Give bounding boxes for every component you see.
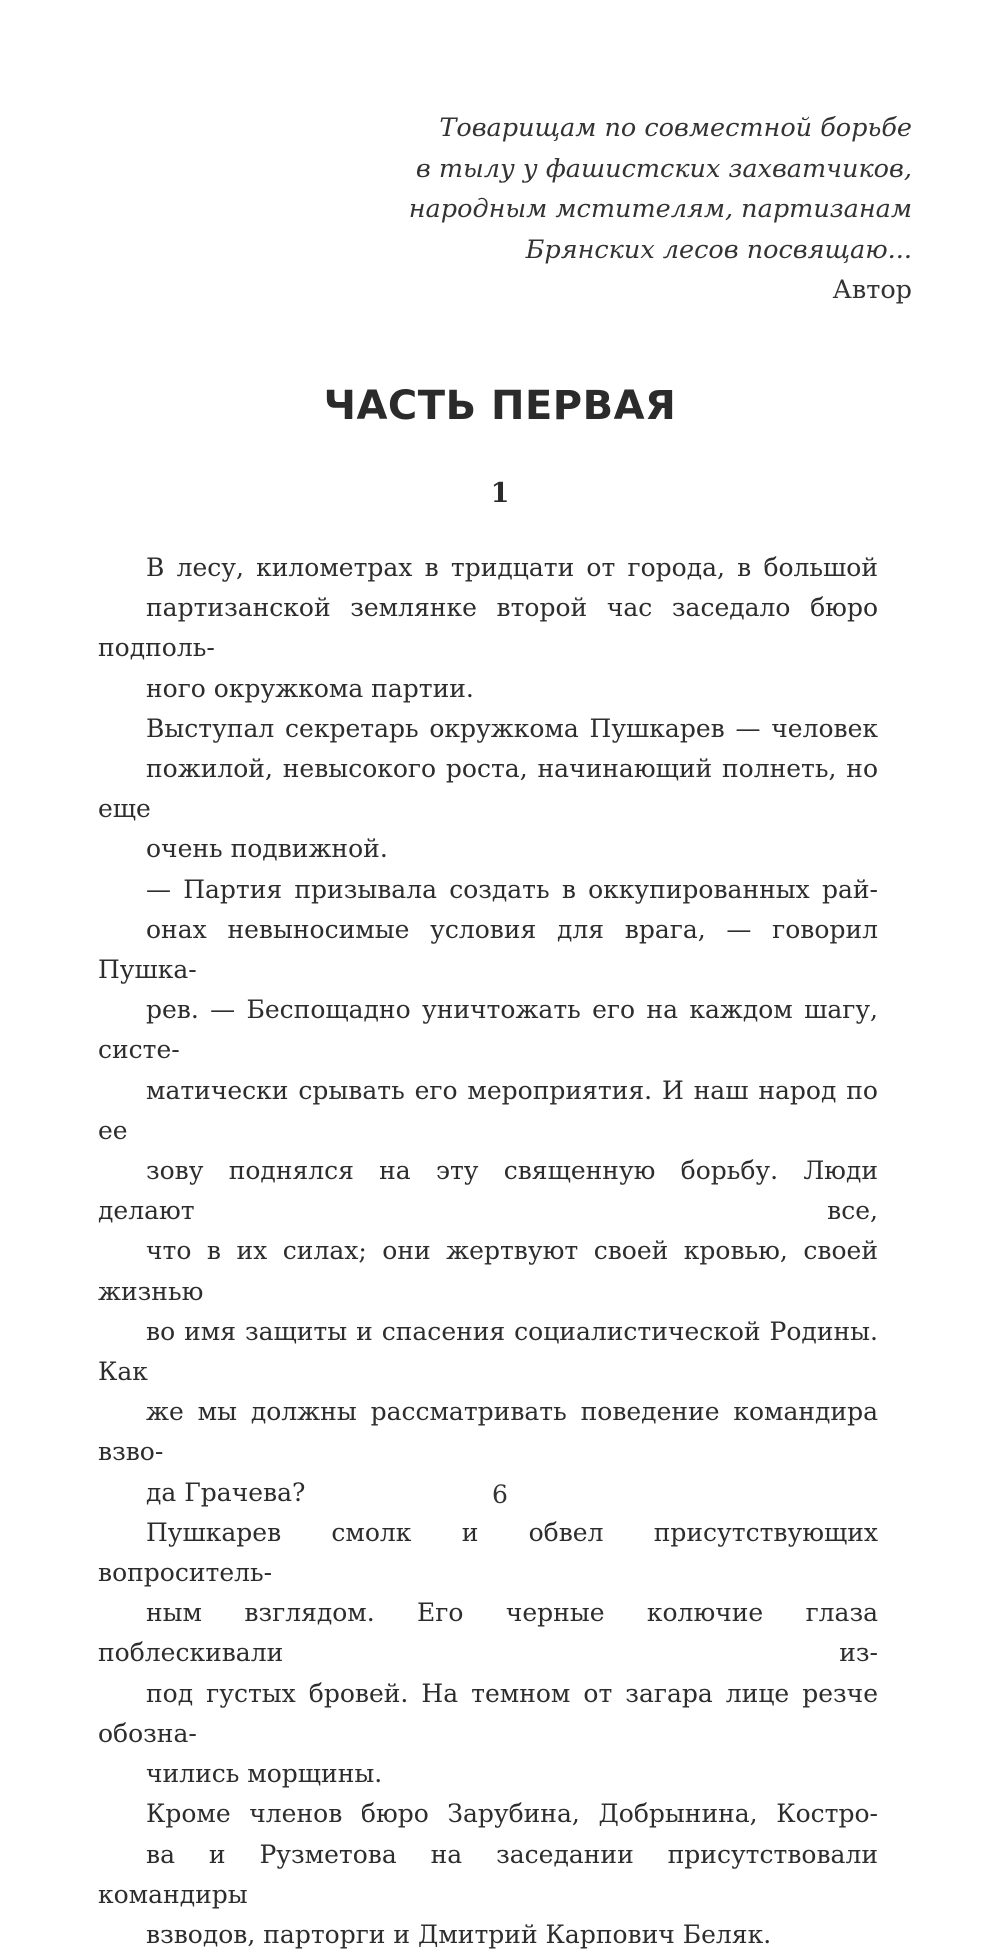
text-line: под густых бровей. На темном от загара лице резче обозна- — [98, 1678, 878, 1748]
text-line: же мы должны рассматривать поведение командира взво- — [98, 1397, 878, 1467]
page-number: 6 — [492, 1480, 508, 1509]
text-line: Выступал секретарь окружкома Пушкарев — человек — [146, 713, 878, 743]
text-line: Пушкарев смолк и обвел присутствующих вопроситель- — [98, 1517, 878, 1588]
epigraph — [352, 108, 912, 311]
text-line: взводов, парторги и Дмитрий Карпович Беляк. — [146, 1919, 772, 1949]
body-text — [98, 548, 878, 1955]
paragraph — [98, 709, 878, 870]
text-line: — Партия призывала создать в оккупированных рай- — [146, 874, 878, 904]
text-line: матически срывать его мероприятия. И наш народ по ее — [98, 1075, 878, 1145]
part-title: ЧАСТЬ ПЕРВАЯ — [323, 383, 677, 429]
epigraph-line: в тылу у фашистских захватчиков, — [415, 153, 912, 184]
text-line: рев. — Беспощадно уничтожать его на каждом шагу, систе- — [98, 995, 878, 1065]
text-line: В лесу, километрах в тридцати от города, в большой — [146, 553, 878, 582]
text-line: пожилой, невысокого роста, начинающий полнеть, но еще — [98, 754, 878, 824]
text-line: чились морщины. — [146, 1759, 383, 1789]
paragraph — [98, 870, 878, 1513]
paragraph — [98, 1794, 878, 1955]
chapter-number: 1 — [490, 478, 510, 509]
text-line: ного окружкома партии. — [146, 673, 474, 703]
epigraph-line: Брянских лесов посвящаю... — [525, 234, 912, 265]
text-line: что в их силах; они жертвуют своей кровью, своей жизнью — [98, 1236, 878, 1306]
text-line: онах невыносимые условия для врага, — говорил Пушка- — [98, 914, 878, 985]
text-line: Кроме членов бюро Зарубина, Добрынина, Костро- — [146, 1799, 878, 1829]
text-line: ва и Рузметова на заседании присутствовали командиры — [98, 1839, 878, 1909]
text-line: партизанской землянке второй час заседало бюро подполь- — [98, 593, 878, 663]
text-line: да Грачева? — [146, 1477, 306, 1507]
paragraph — [98, 548, 878, 709]
epigraph-line: Товарищам по совместной борьбе — [439, 113, 912, 143]
text-line: очень подвижной. — [146, 834, 388, 864]
epigraph-author: Автор — [832, 275, 912, 305]
text-line: зову поднялся на эту священную борьбу. Люди делают все, — [98, 1156, 878, 1226]
text-line: ным взглядом. Его черные колючие глаза поблескивали из- — [98, 1598, 878, 1668]
paragraph — [98, 1513, 878, 1794]
text-line: во имя защиты и спасения социалистической Родины. Как — [98, 1316, 878, 1387]
epigraph-line: народным мстителям, партизанам — [408, 194, 912, 224]
